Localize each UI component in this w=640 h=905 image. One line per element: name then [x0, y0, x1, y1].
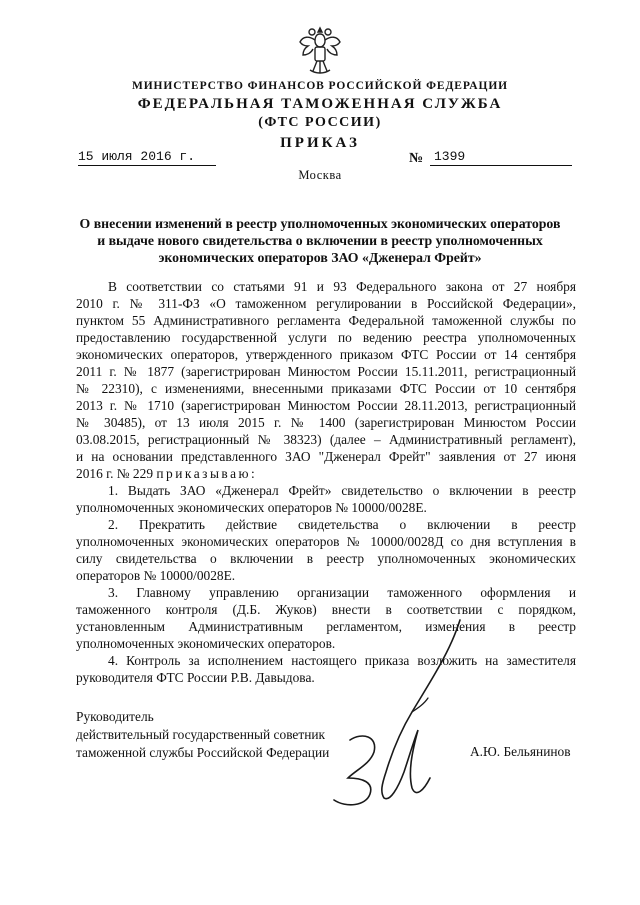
- signatory-name: А.Ю. Бельянинов: [470, 744, 571, 759]
- handwritten-signature-icon: [300, 612, 480, 812]
- intro-paragraph: [76, 278, 576, 482]
- text-line: и на основании представленного ЗАО "Дженерал Фрейт" заявления от 27 июня: [76, 449, 576, 464]
- order-city: Москва: [298, 168, 342, 182]
- text-line: 2. Прекратить действие свидетельства о включении в реестр: [108, 517, 576, 532]
- text-line: 4. Контроль за исполнением настоящего приказа возложить на заместителя: [108, 653, 576, 668]
- order-date: 15 июля 2016 г.: [78, 149, 196, 164]
- signatory-title-line: действительный государственный советник: [76, 727, 326, 742]
- text-line: уполномоченных экономических операторов № 10000/0028Д со дня вступления в: [76, 534, 576, 549]
- item-1: [76, 482, 576, 516]
- text-line: № 22310), с изменениями, внесенными приказами ФТС России от 10 сентября: [76, 381, 576, 396]
- text-line: руководителя ФТС России Р.В. Давыдова.: [76, 670, 315, 685]
- text-line: пунктом 55 Административного регламента Федеральной таможенной службы по: [76, 313, 576, 328]
- ministry-name: МИНИСТЕРСТВО ФИНАНСОВ РОССИЙСКОЙ ФЕДЕРАЦИИ: [131, 80, 509, 92]
- order-number-sign: №: [409, 151, 424, 166]
- subject-line: О внесении изменений в реестр уполномоченных экономических операторов: [79, 216, 561, 231]
- order-date-field: [78, 148, 216, 166]
- text-line: 1. Выдать ЗАО «Дженерал Фрейт» свидетельство о включении в реестр: [108, 483, 576, 498]
- order-subject: [60, 215, 580, 266]
- text-line: операторов № 10000/0028Е.: [76, 568, 236, 583]
- text-line: [76, 465, 576, 482]
- order-number-field: [430, 148, 572, 166]
- text-line: 2010 г. № 311-ФЗ «О таможенном регулировании в Российской Федерации»,: [76, 296, 576, 311]
- document-type: ПРИКАЗ: [280, 135, 360, 151]
- text-line: экономических операторов, утвержденного приказом ФТС России от 14 сентября: [76, 347, 576, 362]
- text-line: установленным Административным регламентом, изменения в реестр: [76, 619, 576, 634]
- text-line: 2011 г. № 1877 (зарегистрирован Минюстом России 15.11.2011, регистрационный: [76, 364, 576, 379]
- item-2: [76, 516, 576, 584]
- service-short-name: (ФТС РОССИИ): [258, 115, 382, 130]
- signatory-title: [76, 708, 329, 762]
- text-line: № 30485), от 13 июля 2015 г. № 1400 (зарегистрирован Минюстом России: [76, 415, 576, 430]
- coat-of-arms-icon: [298, 26, 342, 78]
- text-line: уполномоченных экономических операторов № 10000/0028Е.: [76, 500, 427, 515]
- text-line: 03.08.2015, регистрационный № 38323) (далее – Административный регламент),: [76, 432, 576, 447]
- subject-line: и выдаче нового свидетельства о включении в реестр уполномоченных: [97, 233, 543, 248]
- text-line: 2013 г. № 1710 (зарегистрирован Минюстом России 28.11.2013, регистрационный: [76, 398, 576, 413]
- text-line: предоставлению государственной услуги по ведению реестра уполномоченных: [76, 330, 576, 345]
- text-line: В соответствии со статьями 91 и 93 Федерального закона от 27 ноября: [108, 279, 576, 294]
- orders-word: приказываю:: [156, 466, 258, 481]
- text-line: уполномоченных экономических операторов.: [76, 636, 336, 651]
- signatory-title-line: Руководитель: [76, 709, 154, 724]
- order-number: 1399: [434, 149, 466, 164]
- text-line: силу свидетельства о включении в реестр уполномоченных экономических: [76, 551, 576, 566]
- signatory-title-line: таможенной службы Российской Федерации: [76, 745, 330, 760]
- text-line: 3. Главному управлению организации таможенного оформления и: [108, 585, 576, 600]
- text-line: таможенного контроля (Д.Б. Жуков) внести в соответствии с порядком,: [76, 602, 576, 617]
- service-name: ФЕДЕРАЛЬНАЯ ТАМОЖЕННАЯ СЛУЖБА: [137, 96, 503, 112]
- intro-last-text: 2016 г. № 229: [76, 466, 154, 481]
- subject-line: экономических операторов ЗАО «Дженерал Фрейт»: [158, 250, 482, 265]
